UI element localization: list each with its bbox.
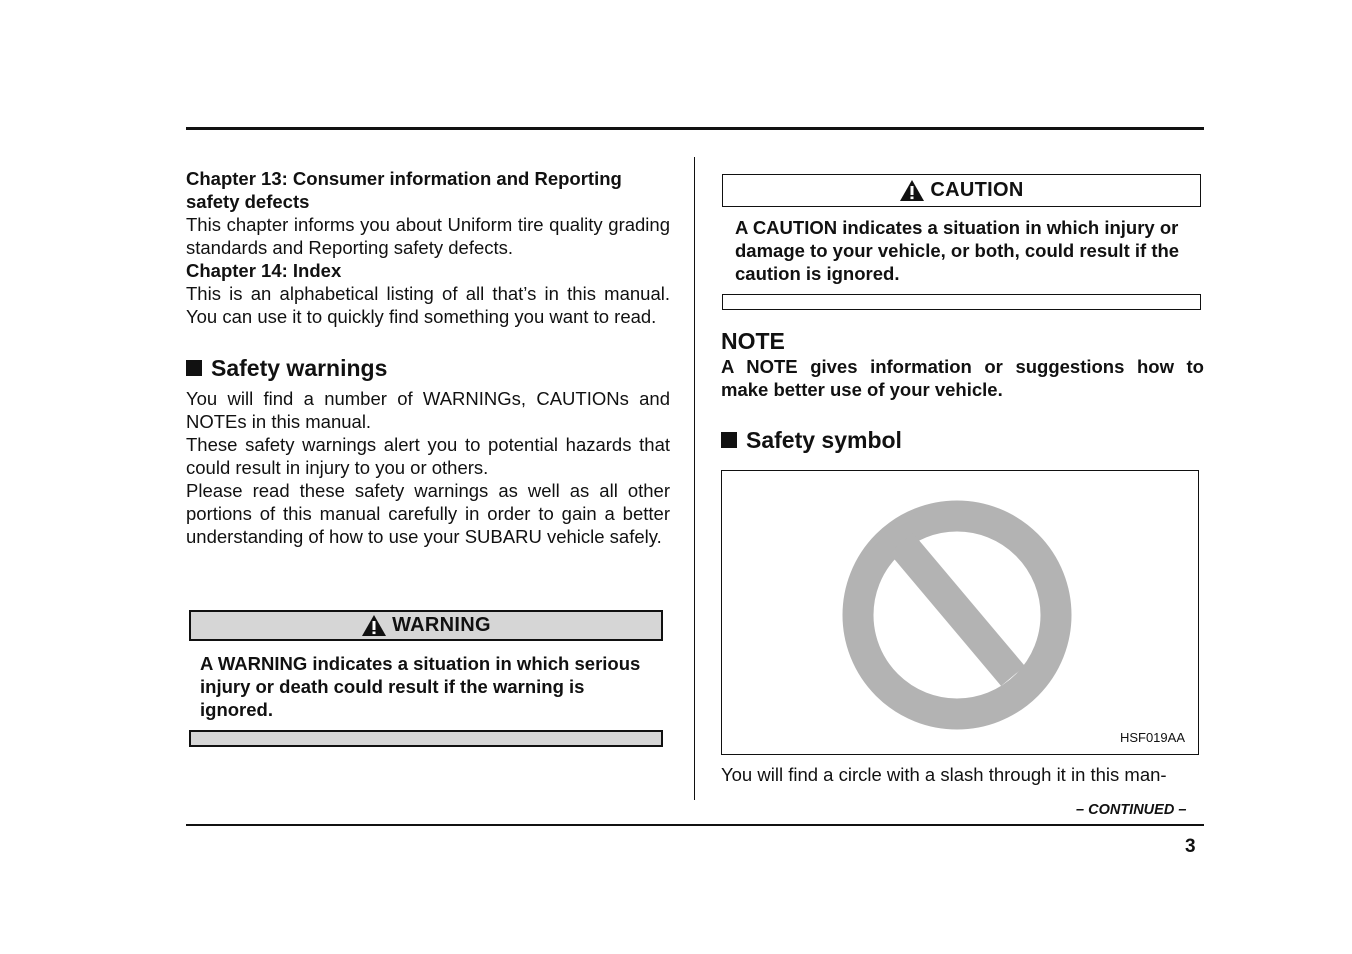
chapter-13-text: This chapter informs you about Uniform tire quality grading standards and Reporting safety defects. <box>186 214 670 258</box>
chapter-14-title: Chapter 14: Index <box>186 260 342 281</box>
safety-symbol-heading <box>721 426 902 454</box>
prohibition-symbol-icon <box>841 499 1073 731</box>
warning-triangle-icon <box>361 614 387 637</box>
caution-text: A CAUTION indicates a situation in which injury or damage to your vehicle, or both, could result if the caution is ignored. <box>735 217 1180 284</box>
continued-label: – CONTINUED – <box>1076 802 1187 818</box>
page-number: 3 <box>1185 836 1196 857</box>
caution-triangle-icon <box>899 179 925 202</box>
safety-warnings-paragraph-1: You will find a number of WARNINGs, CAUTIONs and NOTEs in this manual. <box>186 388 670 432</box>
warning-footer-bar <box>189 730 663 747</box>
note-title: NOTE <box>721 328 785 354</box>
safety-symbol-text: You will find a circle with a slash through it in this man- <box>721 764 1167 785</box>
caution-footer-bar <box>722 294 1201 310</box>
column-divider <box>694 157 695 800</box>
chapter-13-title: Chapter 13: Consumer information and Reporting safety defects <box>186 168 622 212</box>
left-column <box>186 167 670 720</box>
safety-warnings-paragraph-2: These safety warnings alert you to potential hazards that could result in injury to you or others. <box>186 434 670 478</box>
square-bullet-icon <box>186 360 202 376</box>
warning-label: WARNING <box>392 614 491 636</box>
caution-banner <box>722 174 1201 207</box>
warning-text: A WARNING indicates a situation in which serious injury or death could result if the warning is ignored. <box>200 653 641 720</box>
top-rule <box>186 127 1204 130</box>
safety-warnings-heading <box>186 354 670 382</box>
chapter-14-text: This is an alphabetical listing of all that’s in this manual. You can use it to quickly find something you want to read. <box>186 283 670 327</box>
warning-banner <box>189 610 663 641</box>
bottom-rule <box>186 824 1204 826</box>
caution-label: CAUTION <box>930 179 1024 201</box>
figure-code: HSF019AA <box>1119 730 1185 745</box>
safety-symbol-figure <box>721 470 1199 755</box>
safety-warnings-paragraph-3: Please read these safety warnings as well as all other portions of this manual carefully in order to gain a better understanding of how to use your SUBARU vehicle safely. <box>186 480 670 547</box>
safety-warnings-heading-text: Safety warnings <box>211 355 388 381</box>
safety-symbol-heading-text: Safety symbol <box>746 427 902 453</box>
note-text: A NOTE gives information or suggestions how to make better use of your vehicle. <box>721 356 1204 400</box>
square-bullet-icon <box>721 432 737 448</box>
